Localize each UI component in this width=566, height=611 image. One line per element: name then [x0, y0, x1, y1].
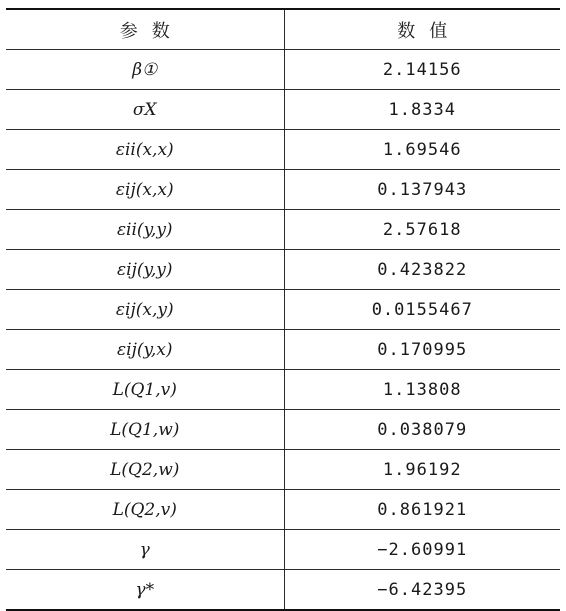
table-row — [6, 530, 560, 570]
header-value: 数值 — [284, 9, 560, 50]
param-cell: εij(y,y) — [6, 250, 284, 290]
value-cell: 2.57618 — [284, 210, 560, 250]
table-row — [6, 170, 560, 210]
table-row — [6, 450, 560, 490]
header-param: 参数 — [6, 9, 284, 50]
param-cell: L(Q2,v) — [6, 490, 284, 530]
table-row — [6, 250, 560, 290]
table-row — [6, 210, 560, 250]
value-cell: 0.170995 — [284, 330, 560, 370]
value-cell: 1.69546 — [284, 130, 560, 170]
value-cell: 0.423822 — [284, 250, 560, 290]
value-cell: 1.13808 — [284, 370, 560, 410]
table-row — [6, 130, 560, 170]
table-row — [6, 490, 560, 530]
table-row — [6, 50, 560, 90]
param-cell: εij(y,x) — [6, 330, 284, 370]
value-cell: 0.0155467 — [284, 290, 560, 330]
table-row — [6, 330, 560, 370]
table-row — [6, 410, 560, 450]
value-cell: 1.96192 — [284, 450, 560, 490]
param-cell: β① — [6, 50, 284, 90]
value-cell: 0.038079 — [284, 410, 560, 450]
param-cell: γ — [6, 530, 284, 570]
table-row — [6, 290, 560, 330]
table-row — [6, 570, 560, 611]
value-cell: 0.137943 — [284, 170, 560, 210]
param-cell: γ* — [6, 570, 284, 611]
value-cell: 2.14156 — [284, 50, 560, 90]
table-row — [6, 370, 560, 410]
value-cell: 1.8334 — [284, 90, 560, 130]
param-cell: L(Q2,w) — [6, 450, 284, 490]
param-cell: σX — [6, 90, 284, 130]
param-cell: εij(x,x) — [6, 170, 284, 210]
value-cell: −2.60991 — [284, 530, 560, 570]
param-cell: εii(y,y) — [6, 210, 284, 250]
table-header-row — [6, 9, 560, 50]
table-row — [6, 90, 560, 130]
param-cell: L(Q1,w) — [6, 410, 284, 450]
value-cell: 0.861921 — [284, 490, 560, 530]
parameter-table — [6, 8, 560, 611]
value-cell: −6.42395 — [284, 570, 560, 611]
param-cell: εij(x,y) — [6, 290, 284, 330]
param-cell: εii(x,x) — [6, 130, 284, 170]
param-cell: L(Q1,v) — [6, 370, 284, 410]
